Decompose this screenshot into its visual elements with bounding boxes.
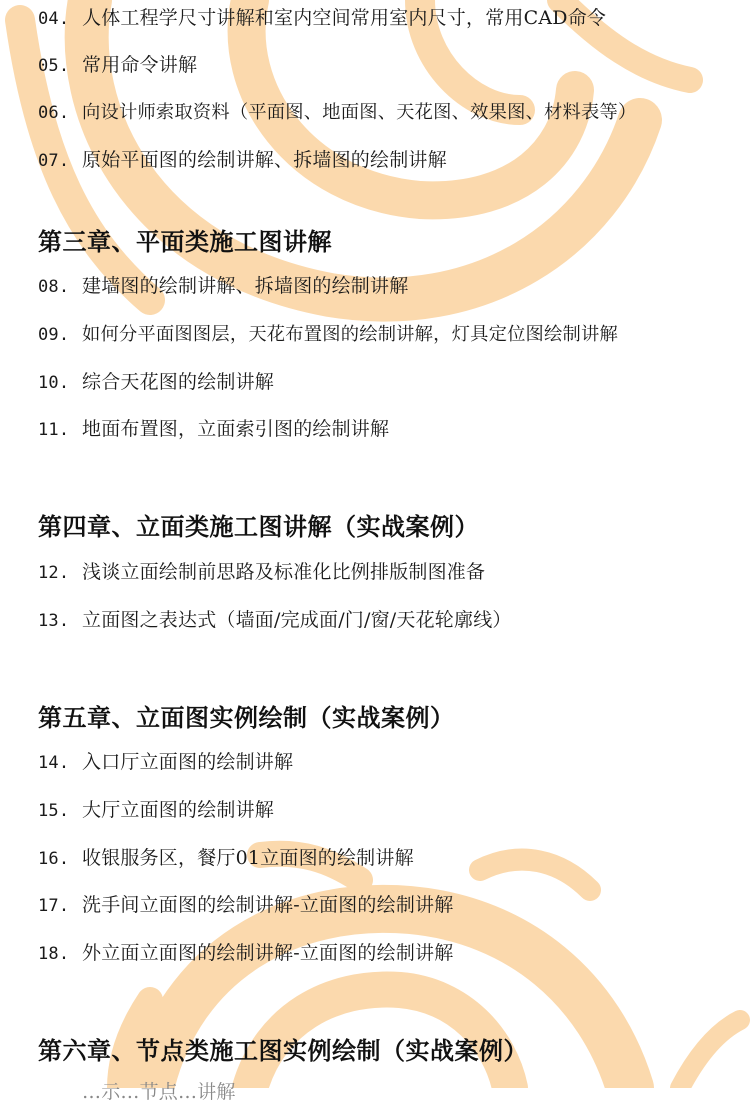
- item-number: 16.: [38, 849, 70, 869]
- item-number: 14.: [38, 753, 70, 773]
- item-text: 常用命令讲解: [82, 54, 198, 76]
- item-number: 11.: [38, 420, 70, 440]
- chapter-heading: 第五章、立面图实例绘制（实战案例）: [38, 704, 455, 732]
- item-number: 06.: [38, 103, 70, 123]
- item-text: 浅谈立面绘制前思路及标准化比例排版制图准备: [82, 561, 486, 583]
- item-text: 人体工程学尺寸讲解和室内空间常用室内尺寸，常用CAD命令: [82, 7, 607, 29]
- item-text: 地面布置图，立面索引图的绘制讲解: [82, 418, 390, 440]
- list-item: [38, 417, 738, 441]
- list-item: [38, 6, 738, 30]
- list-item: [38, 750, 738, 774]
- list-item: [38, 100, 738, 124]
- list-item: [38, 370, 738, 394]
- item-number: 15.: [38, 801, 70, 821]
- list-item: [38, 608, 738, 632]
- item-number: 05.: [38, 56, 70, 76]
- chapter-heading: 第四章、立面类施工图讲解（实战案例）: [38, 513, 479, 541]
- list-item: [38, 893, 738, 917]
- item-text: 入口厅立面图的绘制讲解: [82, 751, 294, 773]
- item-number: 18.: [38, 944, 70, 964]
- item-text: 向设计师索取资料（平面图、地面图、天花图、效果图、材料表等）: [82, 102, 637, 123]
- item-text: 收银服务区，餐厅01立面图的绘制讲解: [82, 847, 414, 869]
- list-item: [38, 846, 738, 870]
- partial-line: …示…节点…讲解: [82, 1081, 236, 1103]
- list-item: [38, 941, 738, 965]
- item-number: 12.: [38, 563, 70, 583]
- list-item: [38, 560, 738, 584]
- item-text: 建墙图的绘制讲解、拆墙图的绘制讲解: [82, 275, 409, 297]
- item-number: 07.: [38, 151, 70, 171]
- item-text: 洗手间立面图的绘制讲解-立面图的绘制讲解: [82, 894, 454, 916]
- list-item: [38, 798, 738, 822]
- list-item: [38, 274, 738, 298]
- item-text: 原始平面图的绘制讲解、拆墙图的绘制讲解: [82, 149, 447, 171]
- item-text: 大厅立面图的绘制讲解: [82, 799, 275, 821]
- list-item: [38, 53, 738, 77]
- item-number: 13.: [38, 611, 70, 631]
- item-text: 综合天花图的绘制讲解: [82, 371, 275, 393]
- list-item: [38, 148, 738, 172]
- chapter-heading: 第三章、平面类施工图讲解: [38, 228, 332, 256]
- item-text: 立面图之表达式（墙面/完成面/门/窗/天花轮廓线）: [82, 609, 512, 631]
- item-text: 外立面立面图的绘制讲解-立面图的绘制讲解: [82, 942, 454, 964]
- item-text: 如何分平面图图层，天花布置图的绘制讲解，灯具定位图绘制讲解: [82, 324, 618, 345]
- item-number: 04.: [38, 9, 70, 29]
- item-number: 10.: [38, 373, 70, 393]
- item-number: 08.: [38, 277, 70, 297]
- list-item: [38, 322, 738, 346]
- chapter-heading: 第六章、节点类施工图实例绘制（实战案例）: [38, 1037, 528, 1065]
- item-number: 17.: [38, 896, 70, 916]
- item-number: 09.: [38, 325, 70, 345]
